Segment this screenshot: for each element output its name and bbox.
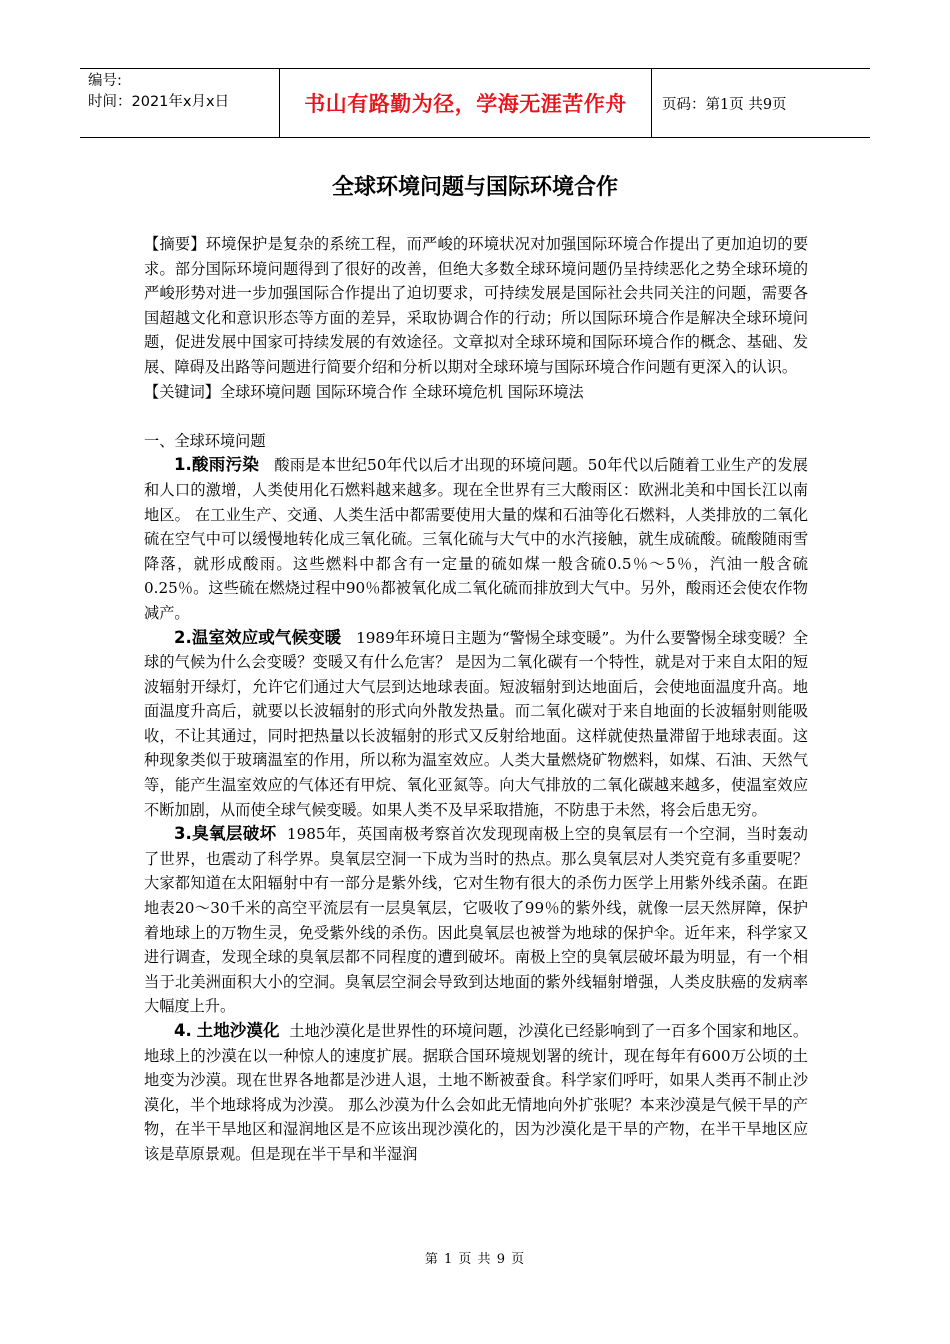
item-paragraph (144, 626, 808, 823)
item-number: 4. (174, 1021, 192, 1040)
item-number: 2. (174, 627, 192, 647)
page-footer: 第 1 页 共 9 页 (424, 1252, 526, 1267)
item-number: 3. (174, 824, 192, 844)
document-title: 全球环境问题与国际环境合作 (331, 175, 618, 200)
item-title: 温室效应或气候变暖 (191, 627, 342, 647)
item-title: 臭氧层破坏 (191, 824, 277, 844)
header-motto-cell (280, 69, 652, 137)
document-header (80, 68, 870, 138)
item-number: 1. (174, 455, 192, 475)
item-text: 1985年，英国南极考察首次发现现南极上空的臭氧层有一个空洞，当时轰动了世界，也震动了科学界。臭氧层空洞一下成为当时的热点。那么臭氧层对人类究竟有多重要呢？大家都知道在太阳辐射中有一部分是紫外线，它对生物有很大的杀伤力医学上用紫外线杀菌。在距地表20～30千米的高空平流层有一层臭氧层，它吸收了99％的紫外线，就像一层天然屏障，保护着地球上的万物生灵，免受紫外线的杀伤。因此臭氧层也被誉为地球的保护伞。近年来，科学家又进行调查，发现全球的臭氧层都不同程度的遭到破坏。南极上空的臭氧层破坏最为明显，有一个相当于北美洲面积大小的空洞。臭氧层空洞会导致到达地面的紫外线辐射增强，人类皮肤癌的发病率大幅度上升。 (144, 825, 808, 1016)
number-label: 编号: (88, 73, 122, 89)
item-text: 1989年环境日主题为“警惕全球变暖”。为什么要警惕全球变暖？全球的气候为什么会变暖？变暖又有什么危害？ 是因为二氧化碳有一个特性，就是对于来自太阳的短波辐射开绿灯，允许它们通过大气层到达地球表面。短波辐射到达地面后，会使地面温度升高。地面温度升高后，就要以长波辐射的形式向外散发热量。而二氧化碳对于来自地面的长波辐射则能吸收，不让其通过，同时把热量以长波辐射的形式又反射给地面。这样就使热量滞留于地球表面。这种现象类似于玻璃温室的作用，所以称为温室效应。人类大量燃烧矿物燃料，如煤、石油、天然气等，能产生温室效应的气体还有甲烷、氧化亚氮等。向大气排放的二氧化碳越来越多，使温室效应不断加剧，从而使全球气候变暖。如果人类不及早采取措施，不防患于未然，将会后患无穷。 (144, 628, 809, 819)
item-paragraph (144, 822, 808, 1019)
item-text: 酸雨是本世纪50年代以后才出现的环境问题。50年代以后随着工业生产的发展和人口的激增，人类使用化石燃料越来越多。现在全世界有三大酸雨区：欧洲北美和中国长江以南地区。 在工业生产、交通、人类生活中都需要使用大量的煤和石油等化石燃料，人类排放的二氧化硫在空气中可以缓慢地转化成三氧化硫。三氧化硫与大气中的水汽接触，就生成硫酸。硫酸随雨雪降落，就形成酸雨。这些燃料中都含有一定量的硫如煤一般含硫0.5％～5％，汽油一般含硫0.25％。这些硫在燃烧过程中90％都被氧化成二氧化硫而排放到大气中。另外，酸雨还会使农作物减产。 (144, 456, 808, 622)
item-paragraph (144, 1019, 808, 1167)
item-title: 土地沙漠化 (196, 1021, 280, 1040)
header-meta-cell (80, 69, 280, 137)
header-page-cell (652, 69, 870, 137)
item-paragraph (144, 453, 808, 625)
document-body (144, 232, 808, 1167)
keywords-line: 【关键词】全球环境问题 国际环境合作 全球环境危机 国际环境法 (144, 382, 584, 401)
section-heading: 一、全球环境问题 (144, 431, 266, 450)
abstract-paragraph: 【摘要】环境保护是复杂的系统工程，而严峻的环境状况对加强国际环境合作提出了更加迫切的要求。部分国际环境问题得到了很好的改善，但绝大多数全球环境问题仍呈持续恶化之势全球环境的严峻形势对进一步加强国际合作提出了迫切要求，可持续发展是国际社会共同关注的问题，需要各国超越文化和意识形态等方面的差异，采取协调合作的行动；所以国际环境合作是解决全球环境问题，促进发展中国家可持续发展的有效途径。文章拟对全球环境和国际环境合作的概念、基础、发展、障碍及出路等问题进行简要介绍和分析以期对全球环境与国际环境合作问题有更深入的认识。 (144, 235, 808, 376)
header-motto: 书山有路勤为径，学海无涯苦作舟 (304, 92, 627, 116)
time-label: 时间：2021年x月x日 (88, 94, 230, 110)
item-text: 土地沙漠化是世界性的环境问题，沙漠化已经影响到了一百多个国家和地区。地球上的沙漠在以一种惊人的速度扩展。据联合国环境规划署的统计，现在每年有600万公顷的土地变为沙漠。现在世界各地都是沙进人退，土地不断被蚕食。科学家们呼吁，如果人类再不制止沙漠化，半个地球将成为沙漠。 那么沙漠为什么会如此无情地向外扩张呢？本来沙漠是气候干旱的产物，在半干旱地区和湿润地区是不应该出现沙漠化的，因为沙漠化是干旱的产物，在半干旱地区应该是草原景观。但是现在半干旱和半湿润 (144, 1022, 809, 1163)
header-page-info: 页码：第1页 共9页 (662, 96, 787, 113)
item-title: 酸雨污染 (191, 455, 260, 475)
